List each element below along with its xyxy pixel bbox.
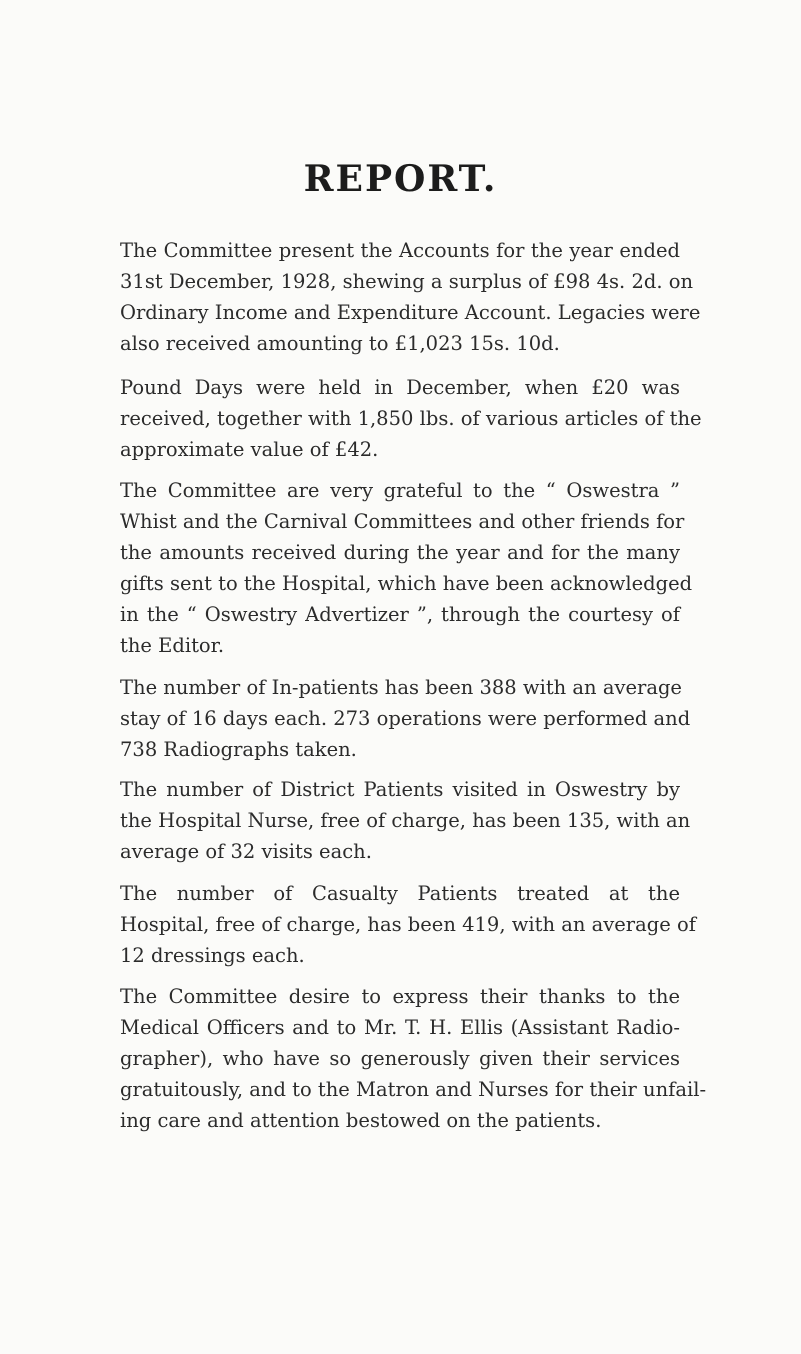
- text-line: Whist and the Carnival Committees and other friends for: [120, 510, 685, 533]
- paragraph-district-patients: [120, 774, 691, 867]
- paragraph-gratitude: [120, 475, 693, 661]
- text-line: gifts sent to the Hospital, which have been acknowledged: [120, 572, 693, 595]
- text-line: Medical Officers and to Mr. T. H. Ellis (Assistant Radio-: [120, 1016, 680, 1039]
- text-line: average of 32 visits each.: [120, 840, 372, 863]
- paragraph-accounts: [120, 235, 701, 359]
- text-line: the Hospital Nurse, free of charge, has been 135, with an: [120, 809, 691, 832]
- text-line: The number of District Patients visited in Oswestry by: [120, 778, 680, 801]
- page-title: REPORT.: [303, 158, 498, 200]
- text-line: ing care and attention bestowed on the patients.: [120, 1109, 602, 1132]
- text-line: The Committee are very grateful to the “ Oswestra ”: [120, 479, 680, 502]
- text-line: received, together with 1,850 lbs. of various articles of the: [120, 407, 702, 430]
- text-line: 738 Radiographs taken.: [120, 738, 357, 761]
- text-line: gratuitously, and to the Matron and Nurses for their unfail-: [120, 1078, 707, 1101]
- text-line: 12 dressings each.: [120, 944, 305, 967]
- text-line: in the “ Oswestry Advertizer ”, through the courtesy of: [120, 603, 680, 626]
- text-line: grapher), who have so generously given their services: [120, 1047, 680, 1070]
- text-line: The number of Casualty Patients treated at the: [120, 882, 680, 905]
- text-line: Hospital, free of charge, has been 419, with an average of: [120, 913, 696, 936]
- text-line: Ordinary Income and Expenditure Account. Legacies were: [120, 301, 701, 324]
- text-line: The Committee present the Accounts for the year ended: [120, 239, 680, 262]
- paragraph-pound-days: [120, 372, 702, 465]
- text-line: Pound Days were held in December, when £20 was: [120, 376, 680, 399]
- paragraph-thanks: [120, 981, 707, 1136]
- paragraph-in-patients: [120, 672, 691, 765]
- text-line: The number of In-patients has been 388 with an average: [120, 676, 682, 699]
- text-line: also received amounting to £1,023 15s. 10d.: [120, 332, 560, 355]
- text-line: the Editor.: [120, 634, 225, 657]
- text-line: 31st December, 1928, shewing a surplus of £98 4s. 2d. on: [120, 270, 694, 293]
- paragraph-casualty-patients: [120, 878, 696, 971]
- text-line: The Committee desire to express their thanks to the: [120, 985, 680, 1008]
- text-line: stay of 16 days each. 273 operations were performed and: [120, 707, 691, 730]
- text-line: approximate value of £42.: [120, 438, 379, 461]
- text-line: the amounts received during the year and for the many: [120, 541, 680, 564]
